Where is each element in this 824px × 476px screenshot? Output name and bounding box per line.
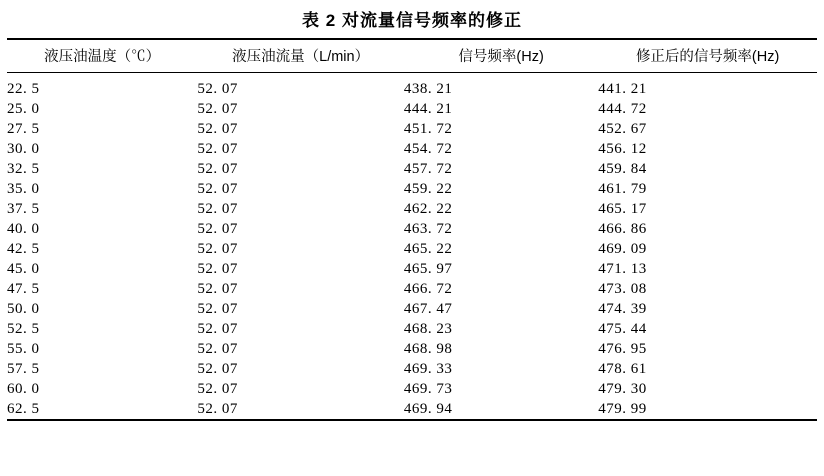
table-row bbox=[7, 179, 817, 199]
cell-frequency: 463. 72 bbox=[403, 220, 453, 237]
cell-flow: 52. 07 bbox=[197, 240, 238, 257]
cell-corrected-frequency: 471. 13 bbox=[598, 260, 647, 277]
cell-temperature: 60. 0 bbox=[7, 380, 40, 397]
column-header-frequency: 信号频率(Hz) bbox=[404, 39, 598, 73]
cell-temperature: 45. 0 bbox=[7, 260, 40, 277]
cell-flow: 52. 07 bbox=[197, 340, 238, 357]
cell-frequency: 468. 98 bbox=[403, 340, 453, 357]
cell-corrected-frequency: 476. 95 bbox=[598, 340, 647, 357]
cell-temperature: 40. 0 bbox=[7, 220, 40, 237]
cell-frequency: 469. 94 bbox=[403, 400, 453, 417]
cell-frequency: 459. 22 bbox=[403, 180, 453, 197]
cell-temperature: 37. 5 bbox=[7, 200, 40, 217]
cell-flow: 52. 07 bbox=[197, 360, 238, 377]
table-row bbox=[7, 279, 817, 299]
cell-frequency: 444. 21 bbox=[403, 100, 453, 117]
cell-frequency: 465. 22 bbox=[403, 240, 453, 257]
cell-corrected-frequency: 461. 79 bbox=[598, 180, 647, 197]
table-row bbox=[7, 199, 817, 219]
cell-corrected-frequency: 478. 61 bbox=[598, 360, 647, 377]
cell-corrected-frequency: 475. 44 bbox=[598, 320, 647, 337]
cell-corrected-frequency: 469. 09 bbox=[598, 240, 647, 257]
cell-corrected-frequency: 456. 12 bbox=[598, 140, 647, 157]
cell-frequency: 465. 97 bbox=[403, 260, 453, 277]
table-row bbox=[7, 399, 817, 420]
table-row bbox=[7, 379, 817, 399]
table-title: 表 2 对流量信号频率的修正 bbox=[302, 11, 522, 30]
table-row bbox=[7, 259, 817, 279]
cell-temperature: 25. 0 bbox=[7, 100, 40, 117]
table-row bbox=[7, 299, 817, 319]
cell-temperature: 52. 5 bbox=[7, 320, 40, 337]
table-body bbox=[7, 73, 817, 425]
cell-temperature: 35. 0 bbox=[7, 180, 40, 197]
cell-corrected-frequency: 466. 86 bbox=[598, 220, 647, 237]
cell-frequency: 454. 72 bbox=[403, 140, 453, 157]
cell-corrected-frequency: 474. 39 bbox=[598, 300, 647, 317]
cell-temperature: 22. 5 bbox=[7, 80, 40, 97]
cell-temperature: 27. 5 bbox=[7, 120, 40, 137]
cell-frequency: 457. 72 bbox=[403, 160, 453, 177]
cell-flow: 52. 07 bbox=[197, 120, 238, 137]
cell-frequency: 466. 72 bbox=[403, 280, 453, 297]
cell-flow: 52. 07 bbox=[197, 160, 238, 177]
cell-corrected-frequency: 459. 84 bbox=[598, 160, 647, 177]
cell-frequency: 468. 23 bbox=[403, 320, 453, 337]
table-header bbox=[7, 39, 817, 73]
cell-corrected-frequency: 441. 21 bbox=[598, 80, 647, 97]
table-row bbox=[7, 139, 817, 159]
cell-flow: 52. 07 bbox=[197, 180, 238, 197]
cell-corrected-frequency: 444. 72 bbox=[598, 100, 647, 117]
cell-temperature: 47. 5 bbox=[7, 280, 40, 297]
cell-temperature: 50. 0 bbox=[7, 300, 40, 317]
table-row bbox=[7, 79, 817, 99]
cell-frequency: 462. 22 bbox=[403, 200, 453, 217]
cell-temperature: 32. 5 bbox=[7, 160, 40, 177]
cell-flow: 52. 07 bbox=[197, 260, 238, 277]
cell-flow: 52. 07 bbox=[197, 380, 238, 397]
cell-frequency: 469. 73 bbox=[403, 380, 453, 397]
table-row bbox=[7, 319, 817, 339]
cell-corrected-frequency: 452. 67 bbox=[598, 120, 647, 137]
cell-flow: 52. 07 bbox=[197, 140, 238, 157]
cell-flow: 52. 07 bbox=[197, 220, 238, 237]
cell-frequency: 438. 21 bbox=[403, 80, 453, 97]
table-row bbox=[7, 119, 817, 139]
table-row bbox=[7, 239, 817, 259]
table-row bbox=[7, 359, 817, 379]
cell-corrected-frequency: 479. 99 bbox=[598, 400, 647, 417]
cell-flow: 52. 07 bbox=[197, 200, 238, 217]
cell-corrected-frequency: 465. 17 bbox=[598, 200, 647, 217]
cell-flow: 52. 07 bbox=[197, 80, 238, 97]
cell-flow: 52. 07 bbox=[197, 320, 238, 337]
table-row bbox=[7, 219, 817, 239]
cell-temperature: 42. 5 bbox=[7, 240, 40, 257]
bottom-rule bbox=[7, 420, 817, 424]
cell-corrected-frequency: 479. 30 bbox=[598, 380, 647, 397]
cell-temperature: 57. 5 bbox=[7, 360, 40, 377]
cell-flow: 52. 07 bbox=[197, 300, 238, 317]
cell-flow: 52. 07 bbox=[197, 100, 238, 117]
cell-frequency: 451. 72 bbox=[403, 120, 453, 137]
column-header-corrected-frequency: 修正后的信号频率(Hz) bbox=[598, 39, 817, 73]
cell-temperature: 62. 5 bbox=[7, 400, 40, 417]
cell-frequency: 467. 47 bbox=[403, 300, 453, 317]
cell-corrected-frequency: 473. 08 bbox=[598, 280, 647, 297]
table-row bbox=[7, 159, 817, 179]
table-row bbox=[7, 99, 817, 119]
cell-frequency: 469. 33 bbox=[403, 360, 453, 377]
column-header-flow: 液压油流量（L/min） bbox=[197, 39, 404, 73]
cell-temperature: 55. 0 bbox=[7, 340, 40, 357]
table-row bbox=[7, 339, 817, 359]
column-header-temperature: 液压油温度（℃） bbox=[7, 39, 197, 73]
data-table bbox=[7, 38, 817, 424]
cell-flow: 52. 07 bbox=[197, 280, 238, 297]
cell-flow: 52. 07 bbox=[197, 400, 238, 417]
cell-temperature: 30. 0 bbox=[7, 140, 40, 157]
